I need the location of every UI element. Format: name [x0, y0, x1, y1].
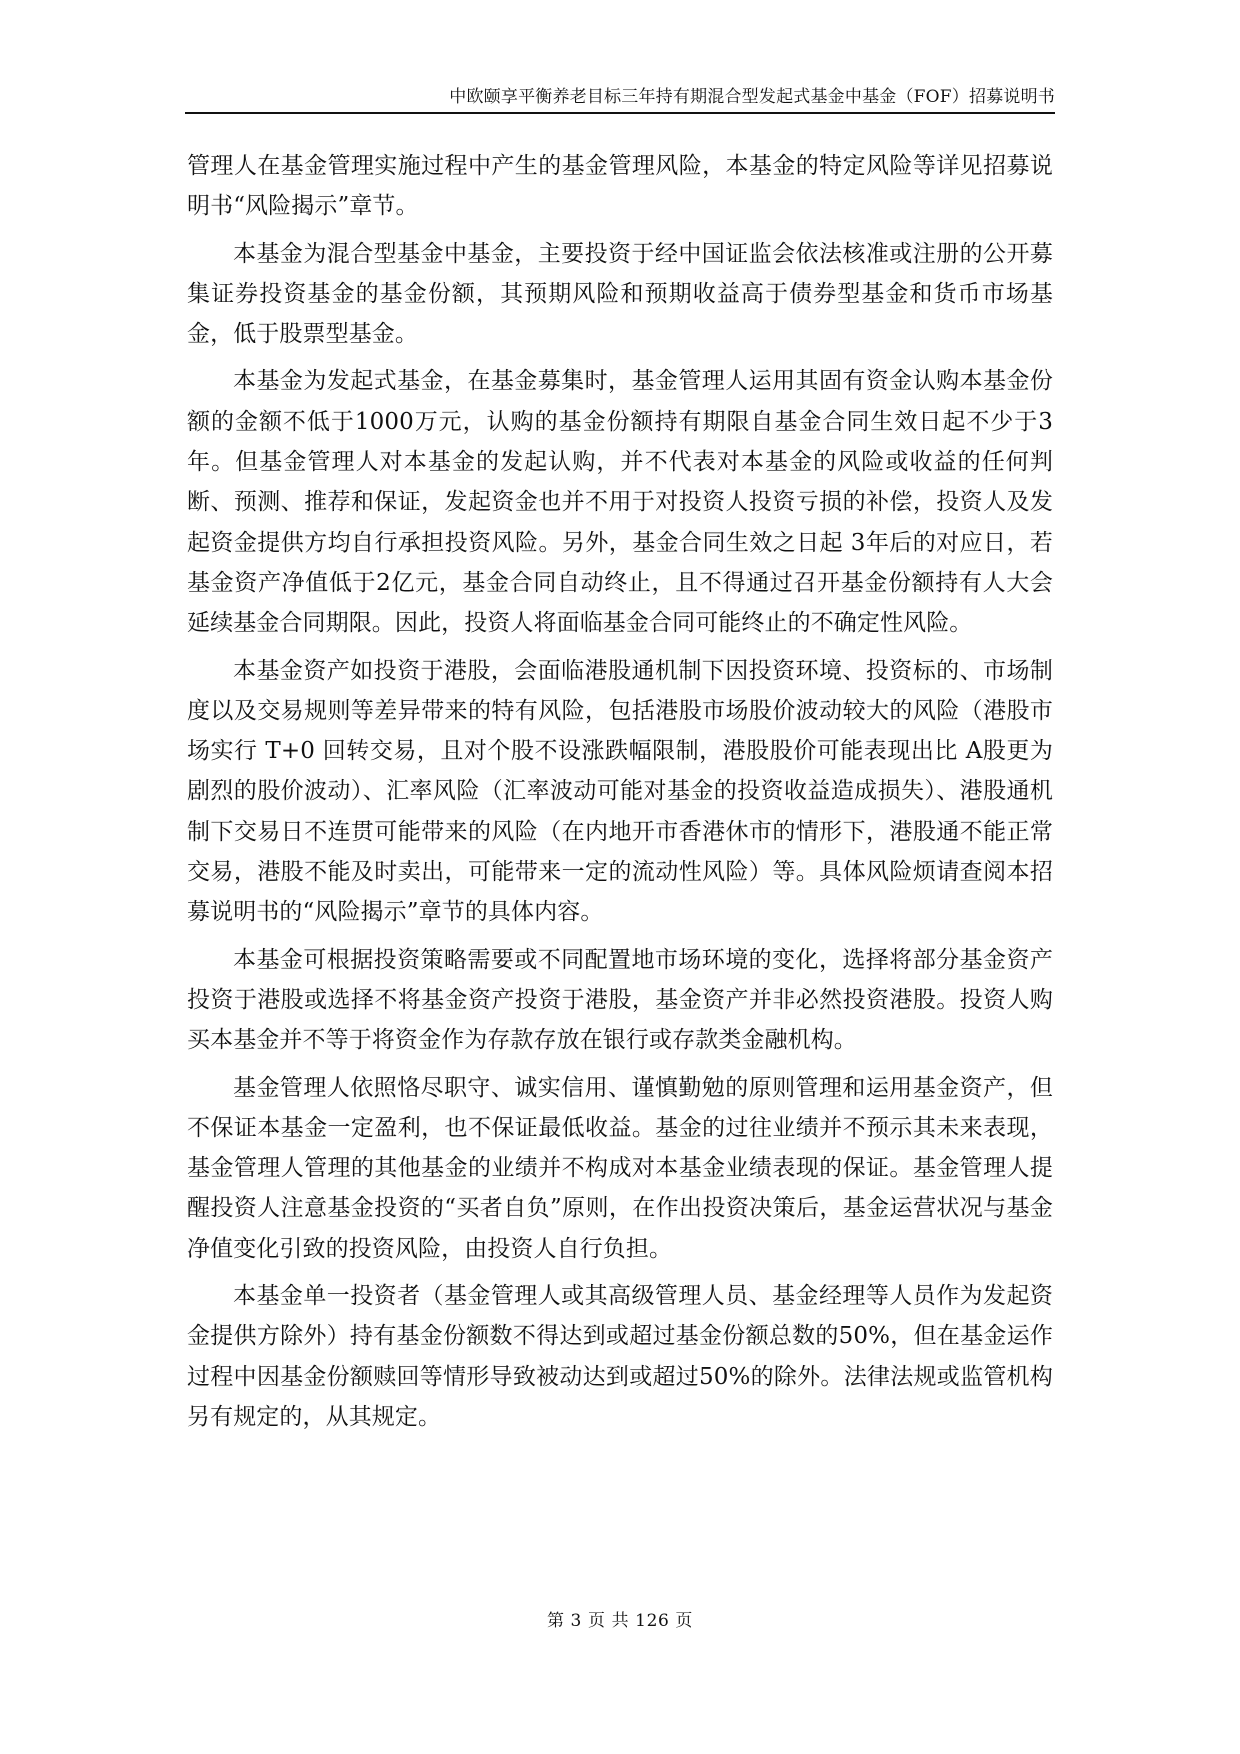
document-body — [187, 146, 1053, 1444]
page-number: 第 3 页 共 126 页 — [546, 1611, 694, 1631]
paragraph-hk-stock-risk: 本基金资产如投资于港股，会面临港股通机制下因投资环境、投资标的、市场制度以及交易规则等差异带来的特有风险，包括港股市场股价波动较大的风险（港股市场实行 T+0 回转交易，且对个股不设涨跌幅限制，港股股价可能表现出比 A股更为剧烈的股价波动）、汇率风险（汇率波动可能对基金的投资收益造成损失）、港股通机制下交易日不连贯可能带来的风险（在内地开市香港休市的情形下，港股通不能正常交易，港股不能及时卖出，可能带来一定的流动性风险）等。具体风险烦请查阅本招募说明书的“风险揭示”章节的具体内容。 — [187, 657, 1053, 926]
paragraph-continuation: 管理人在基金管理实施过程中产生的基金管理风险，本基金的特定风险等详见招募说明书“风险揭示”章节。 — [187, 153, 1053, 220]
paragraph-fund-type: 本基金为混合型基金中基金，主要投资于经中国证监会依法核准或注册的公开募集证券投资基金的基金份额，其预期风险和预期收益高于债券型基金和货币市场基金，低于股票型基金。 — [187, 240, 1053, 348]
paragraph-hk-allocation: 本基金可根据投资策略需要或不同配置地市场环境的变化，选择将部分基金资产投资于港股或选择不将基金资产投资于港股，基金资产并非必然投资港股。投资人购买本基金并不等于将资金作为存款存放在银行或存款类金融机构。 — [187, 946, 1053, 1054]
document-title: 中欧颐享平衡养老目标三年持有期混合型发起式基金中基金（FOF）招募说明书 — [449, 87, 1055, 107]
page-footer — [0, 1610, 1240, 1632]
paragraph-initiating-fund: 本基金为发起式基金，在基金募集时，基金管理人运用其固有资金认购本基金份额的金额不低于1000万元，认购的基金份额持有期限自基金合同生效日起不少于3年。但基金管理人对本基金的发起认购，并不代表对本基金的风险或收益的任何判断、预测、推荐和保证，发起资金也并不用于对投资人投资亏损的补偿，投资人及发起资金提供方均自行承担投资风险。另外，基金合同生效之日起 3年后的对应日，若基金资产净值低于2亿元，基金合同自动终止，且不得通过召开基金份额持有人大会延续基金合同期限。因此，投资人将面临基金合同可能终止的不确定性风险。 — [187, 368, 1053, 637]
paragraph-manager-disclaimer: 基金管理人依照恪尽职守、诚实信用、谨慎勤勉的原则管理和运用基金资产，但不保证本基金一定盈利，也不保证最低收益。基金的过往业绩并不预示其未来表现，基金管理人管理的其他基金的业绩并不构成对本基金业绩表现的保证。基金管理人提醒投资人注意基金投资的“买者自负”原则，在作出投资决策后，基金运营状况与基金净值变化引致的投资风险，由投资人自行负担。 — [187, 1074, 1053, 1262]
paragraph-single-investor-limit: 本基金单一投资者（基金管理人或其高级管理人员、基金经理等人员作为发起资金提供方除外）持有基金份额数不得达到或超过基金份额总数的50%，但在基金运作过程中因基金份额赎回等情形导致被动达到或超过50%的除外。法律法规或监管机构另有规定的，从其规定。 — [187, 1283, 1053, 1430]
header-divider — [185, 112, 1055, 114]
